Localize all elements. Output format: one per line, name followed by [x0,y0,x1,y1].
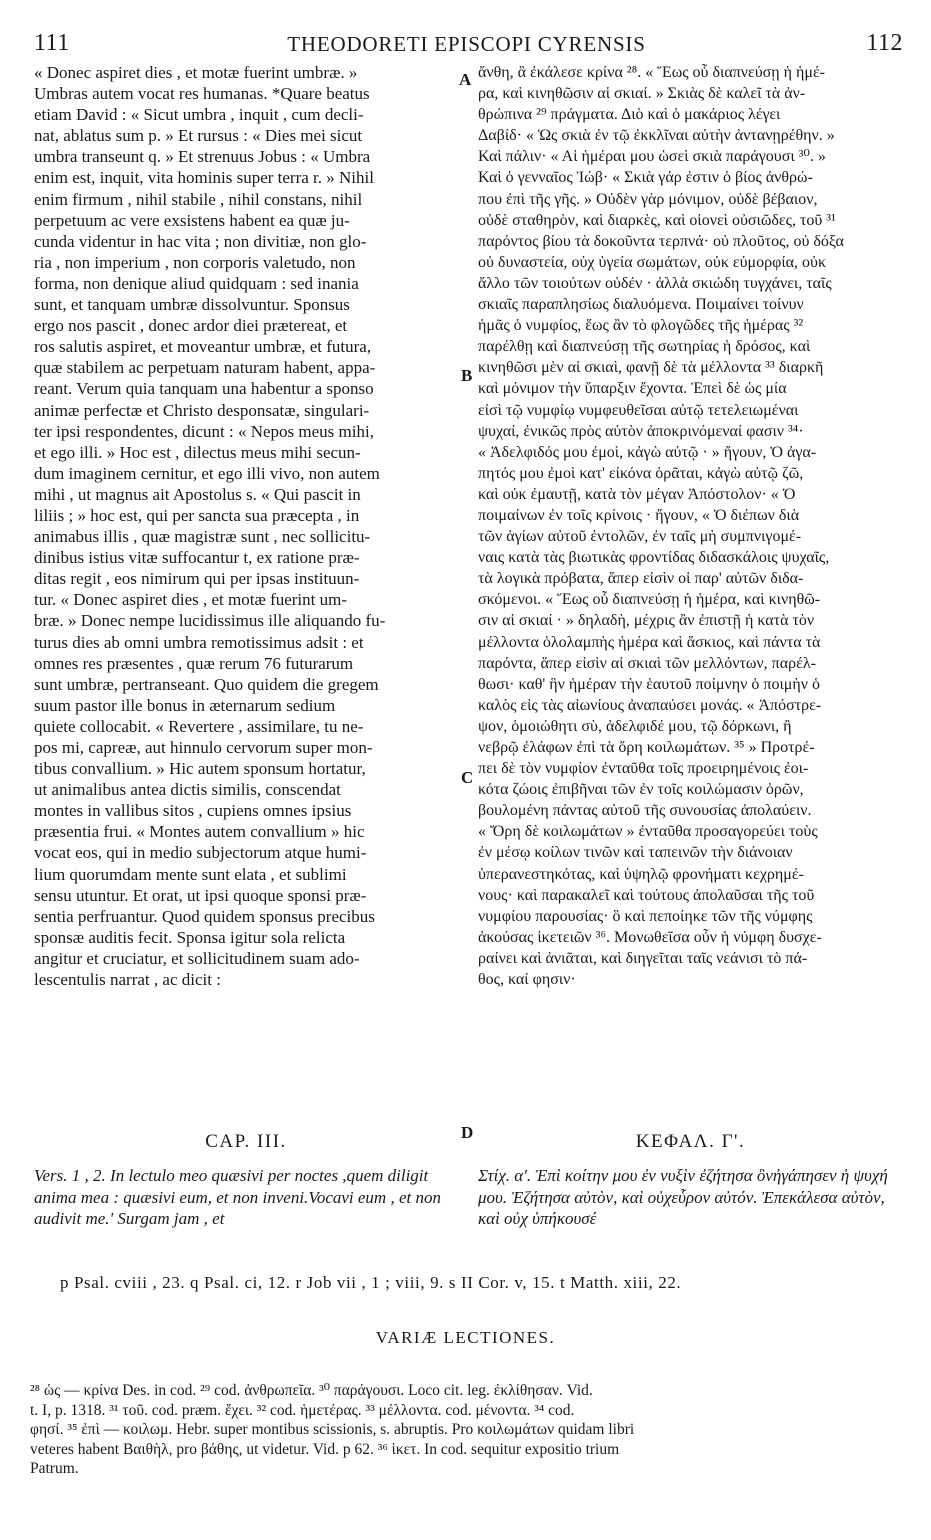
greek-text-line: που ἐπὶ τῆς γῆς. » Οὐδὲν γὰρ μόνιμον, οὐδὲ βέβαιον, [478,190,818,208]
latin-text-line: etiam David : « Sicut umbra , inquit , cum decli- [34,105,364,125]
running-title: THEODORETI EPISCOPI CYRENSIS [287,32,646,56]
latin-text-line: et ego illi. » Hoc est , dilectus meus mihi secun- [34,442,361,462]
greek-text-line: οὐ δυναστεία, οὐχ ὑγεία σωμάτων, οὐκ εὐμορφία, οὐκ [478,253,827,271]
greek-text-line: παρέλθῃ καὶ διαπνεύσῃ τῆς σωτηρίας ἡ δρόσος, καὶ [478,338,811,356]
latin-text-line: ter ipsi respondentes, dicunt : « Nepos meus mihi, [34,421,374,441]
greek-text-line: κότα ζώοις ἐπιβῆναι τῶν ἐν τοῖς κοιλώμασιν ὀρῶν, [478,781,804,799]
latin-paragraph [34,62,458,990]
verse-latin-line: Vers. 1 , 2. In lectulo meo quæsivi per noctes , [34,1166,347,1185]
greek-text-line: « Ἀδελφιδός μου ἐμοὶ, κἀγὼ αὐτῷ · » ἤγουν, Ὁ ἀγα- [478,443,817,461]
latin-text-line: dinibus istius vitæ suffocantur t, ex ratione præ- [34,548,360,568]
latin-text-line: ros salutis aspiret, et moveantur umbræ, et futura, [34,337,372,357]
greek-text-line: κινηθῶσι μὲν αἱ σκιαὶ, φανῇ δὲ τὰ μέλλοντα ³³ διαρκῆ [478,359,824,377]
latin-text-line: animabus illis , quæ magistræ sunt , nec sollicitu- [34,527,371,547]
variae-line: ²⁸ ὡς — κρίνα Des. in cod. ²⁹ cod. ἀνθρωπεῖα. ³⁰ παράγουσι. Loco cit. leg. ἐκλίθησαν. Vid. [30,1382,593,1399]
greek-text-line: ὑπερανεστηκότας, καὶ ὑψηλῷ φρονήματι κεχρημέ- [478,865,804,883]
latin-text-line: angitur et cruciatur, et sollicitudinem suam ado- [34,948,360,968]
greek-text-line: πει δὲ τὸν νυμφίον ἐνταῦθα τοῖς προειρημένοις ἐοι- [478,760,809,778]
latin-text-line: liliis ; » hoc est, qui per sancta sua præcepta , in [34,505,360,525]
greek-text-line: Καὶ πάλιν· « Αἱ ἡμέραι μου ὡσεὶ σκιὰ παράγουσι ³⁰. » [478,148,826,166]
greek-text-line: τῶν ἁγίων αὐτοῦ ἐντολῶν, ἐν ταῖς μὴ συμπνιγομέ- [478,528,802,546]
chapter-heading-latin: CAP. III. [205,1131,287,1152]
greek-text-line: ψυχαί, ἐνικῶς πρὸς αὐτὸν ἀποκρινόμεναί φασιν ³⁴· [478,422,804,440]
latin-text-line: sensu utuntur. Et orat, ut ipsi quoque sponsi præ- [34,885,367,905]
chapter-heading-greek: ΚΕΦΑΛ. Γ'. [635,1131,746,1152]
latin-text-line: ergo nos pascit , donec ardor diei prætereat, et [34,316,348,336]
greek-text-line: θωσι· καθ' ἣν ἡμέραν τὴν ἑαυτοῦ ποίμνην ὁ ποιμὴν ὁ [478,675,820,693]
latin-column [34,62,458,990]
variae-line: veteres habent Βαιθὴλ, pro βάθης, ut videtur. Vid. p 62. ³⁶ ἱκετ. In cod. sequitur expositio trium [30,1440,620,1458]
latin-text-line: sunt umbræ, pertranseant. Quo quidem die gregem [34,674,379,694]
greek-column [478,62,903,990]
greek-text-line: θρώπινα ²⁹ πράγματα. Διὸ καὶ ὁ μακάριος λέγει [478,106,781,124]
running-header [30,30,903,64]
greek-text-line: οὐδὲ σταθηρὸν, καὶ διαρκὲς, καὶ οἱονεὶ οὐσιῶδες, τοῦ ³¹ [478,211,836,229]
greek-text-line: βουλομένη πάντας αὐτοῦ τῆς συνουσίας ἀπολαύειν. [478,802,812,820]
verse-greek-line: Στίχ. α'. Ἐπὶ κοίτην μου ἐν νυξὶν ἐζήτησα ὃν [478,1166,773,1185]
scripture-references: p Psal. cviii , 23. q Psal. ci, 12. r Job vii , 1 ; viii, 9. s II Cor. v, 15. t Matth. xiii, 22. [60,1273,682,1292]
latin-text-line: quiete collocabit. « Revertere , assimilare, tu ne- [34,716,364,736]
latin-text-line: reant. Verum quia tanquam una habentur a sponso [34,379,374,399]
latin-text-line: ditas regit , eos nimirum qui per ipsas instituun- [34,569,360,589]
latin-text-line: enim firmum , nihil stabile , nihil constans, nihil [34,189,363,209]
greek-text-line: Δαβίδ· « Ὡς σκιὰ ἐν τῷ ἐκκλῖναι αὐτὴν ἀντανῃρέθην. » [478,127,835,145]
latin-text-line: Umbras autem vocat res humanas. *Quare beatus [34,84,370,104]
latin-text-line: umbra transeunt q. » Et strenuus Jobus : « Umbra [34,147,371,167]
latin-text-line: ria , non imperium , non corporis valetudo, non [34,252,356,272]
latin-text-line: suum pastor ille bonus in æternarum sedium [34,695,336,715]
greek-text-line: Καὶ ὁ γενναῖος Ἰώβ· « Σκιὰ γάρ ἐστιν ὁ βίος ἀνθρώ- [478,169,813,187]
verse-latin-line: quem diligit anima mea : quæsivi eum, et non inveni. [34,1166,429,1207]
latin-text-line: enim est, inquit, vita hominis super terra r. » Nihil [34,168,374,188]
greek-text-line: σκόμενοι. « Ἕως οὗ διαπνεύσῃ ἡ ἡμέρα, καὶ κινηθῶ- [478,591,821,609]
latin-text-line: ut animalibus antea dictis similis, conscendat [34,780,341,800]
verse-greek-line: εὗρον αὐτόν. Ἐπεκάλεσα αὐτὸν, καὶ οὐχ ὑπήκουσέ [478,1187,885,1228]
verse-greek [478,1165,903,1230]
greek-text-line: καὶ οὐκ ἐμαυτῇ, κατὰ τὸν μέγαν Ἀπόστολον· « Ὁ [478,485,796,503]
greek-text-line: καὶ μόνιμον τὴν ὕπαρξιν ἔχοντα. Ἐπεὶ δὲ ὡς μία [478,380,787,398]
latin-text-line: turus dies ab omni umbra remotissimus adsit : et [34,632,364,652]
greek-text-line: ἄλλο τῶν τοιούτων οὐδέν · ἀλλὰ σκιώδη τυγχάνει, ταῖς [478,274,832,292]
latin-text-line: perpetuum ac vere exsistens habent ea quæ ju- [34,210,350,230]
greek-text-line: νους· καὶ παρακαλεῖ καὶ τούτους ἀπολαῦσαι τῆς τοῦ [478,886,815,904]
greek-text-line: παρόντος βίου τὰ δοκοῦντα τερπνά· οὐ πλοῦτος, οὐ δόξα [478,232,844,250]
verse-latin [34,1165,458,1230]
latin-text-line: præsentia frui. « Montes autem convallium » hic [34,822,365,842]
latin-text-line: sponsæ auditis fecit. Sponsa igitur sola relicta [34,927,346,947]
page-number-left: 111 [34,30,70,56]
greek-text-line: « Ὄρη δὲ κοιλωμάτων » ἐνταῦθα προσαγορεύει τοὺς [478,823,818,841]
verse-latin-line: Vocavi eum , et non audivit me.' Surgam jam , et [34,1187,441,1228]
greek-text-line: πητός μου ἐμοὶ κατ' εἰκόνα ὁρᾶται, κἀγὼ αὐτῷ ζῶ, [478,464,804,482]
margin-mark-b: B [461,366,473,385]
margin-mark-a: A [459,70,472,89]
latin-text-line: quæ stabilem ac perpetuam naturam habent, appa- [34,358,376,378]
latin-text-line: lescentulis narrat , ac dicit : [34,970,221,990]
latin-text-line: cunda videntur in hac vita ; non divitiæ, non glo- [34,231,367,251]
greek-text-line: ναις κατὰ τὰς βιωτικὰς φροντίδας διδασκάλοις ψυχαῖς, [478,549,830,567]
greek-text-line: τὰ λογικὰ πρόβατα, ἅπερ εἰσὶν οἱ παρ' αὐτῶν διδα- [478,570,804,588]
latin-text-line: vocat eos, qui in medio subjectorum atque humi- [34,843,367,863]
latin-text-line: bræ. » Donec nempe lucidissimus ille aliquando fu- [34,611,386,631]
variae-line: Patrum. [30,1460,79,1477]
latin-text-line: mihi , ut magnus ait Apostolus s. « Qui pascit in [34,484,361,504]
greek-text-line: εἰσὶ τῷ νυμφίῳ νυμφευθεῖσαι αὐτῷ τετελειωμέναι [478,401,799,419]
greek-text-line: παρόντα, ἅπερ εἰσὶν αἱ σκιαὶ τῶν μελλόντων, παρέλ- [478,654,816,672]
greek-text-line: ρα, καὶ κινηθῶσιν αἱ σκιαί. » Σκιὰς δὲ καλεῖ τὰ ἀν- [478,85,806,103]
variae-line: φησί. ³⁵ ἐπὶ — κοιλωμ. Hebr. super montibus scissionis, s. abruptis. Pro κοιλωμάτων quidam libri [30,1421,635,1438]
greek-text-line: ἄνθη, ἃ ἐκάλεσε κρίνα ²⁸. « Ἕως οὗ διαπνεύσῃ ἡ ἡμέ- [478,64,826,81]
latin-text-line: « Donec aspiret dies , et motæ fuerint umbræ. » [34,63,358,82]
greek-text-line: σκιαῖς παραπλησίως διαλυόμενα. Ποιμαίνει τοίνυν [478,296,804,314]
variae-lectiones-title: VARIÆ LECTIONES. [375,1328,556,1347]
latin-text-line: sunt, et tanquam umbræ dissolvuntur. Sponsus [34,295,350,315]
greek-text-line: μέλλοντα ὁλολαμπὴς ἡμέρα καὶ ἄσκιος, καὶ πάντα τὰ [478,633,821,651]
latin-text-line: lium quorumdam mente sunt elata , et sublimi [34,864,347,884]
greek-paragraph [478,62,903,990]
greek-text-line: νεβρῷ ἐλάφων ἐπὶ τὰ ὄρη κοιλωμάτων. ³⁵ » Προτρέ- [478,739,815,756]
latin-text-line: tur. « Donec aspiret dies , et motæ fuerint um- [34,590,348,610]
latin-text-line: sentia perfruantur. Quod quidem sponsus precibus [34,906,375,926]
greek-text-line: ἡμᾶς ὁ νυμφίος, ἕως ἂν τὸ φλογῶδες τῆς ἡμέρας ³² [478,317,804,335]
greek-text-line: ἐν μέσῳ κοίλων τινῶν καὶ ταπεινῶν τὴν διάνοιαν [478,844,793,862]
latin-text-line: forma, non denique aliud quidquam : sed inania [34,273,359,293]
latin-text-line: omnes res præsentes , quæ rerum 76 futurarum [34,653,354,673]
latin-text-line: dum imaginem cernitur, et ego illi vivo, non autem [34,463,380,483]
greek-text-line: θος, καί φησιν· [478,971,576,989]
verse-greek-line: ἠγάπησεν ἡ ψυχή μου. Ἐζήτησα αὐτὸν, καὶ οὐχ [478,1166,888,1207]
greek-text-line: σιν αἱ σκιαί · » δηλαδὴ, μέχρις ἂν ἐπιστῇ ἡ κατὰ τὸν [478,612,815,630]
latin-text-line: pos mi, capreæ, aut hinnulo cervorum super mon- [34,738,373,757]
latin-text-line: animæ perfectæ et Christo desponsatæ, singulari- [34,400,370,420]
greek-text-line: ραίνει καὶ ἀνιᾶται, καὶ διηγεῖται ταῖς νεάνισι τὸ πά- [478,949,808,967]
page-number-right: 112 [866,30,903,56]
greek-text-line: ποιμαίνων ἐν τοῖς κρίνοις · ἤγουν, « Ὁ διέπων διὰ [478,506,800,524]
margin-mark-c: C [461,768,474,787]
greek-text-line: ἀκούσας ἱκετειῶν ³⁶. Μονωθεῖσα οὖν ἡ νύμφη δυσχε- [478,928,822,946]
latin-text-line: montes in vallibus sitos , cupiens omnes ipsius [34,801,352,821]
variae-line: t. I, p. 1318. ³¹ τοῦ. cod. præm. ἔχει. ³² cod. ἡμετέρας. ³³ μέλλοντα. cod. μένοντα. ³⁴ cod. [30,1401,575,1419]
greek-text-line: καλὸς εἰς τὰς αἰωνίους ἀναπαύσει μονάς. « Ἀπόστρε- [478,696,822,714]
variae-lectiones-body [30,1381,903,1479]
latin-text-line: tibus convallium. » Hic autem sponsum hortatur, [34,759,366,779]
greek-text-line: ψον, ὁμοιώθητι σὺ, ἀδελφιδέ μου, τῷ δόρκωνι, ἢ [478,717,792,735]
latin-text-line: nat, ablatus sum p. » Et rursus : « Dies mei sicut [34,126,363,146]
margin-mark-d: D [461,1123,474,1142]
greek-text-line: νυμφίου παρουσίας· ὃ καὶ πεποίηκε τῶν τῆς νύμφης [478,907,813,925]
